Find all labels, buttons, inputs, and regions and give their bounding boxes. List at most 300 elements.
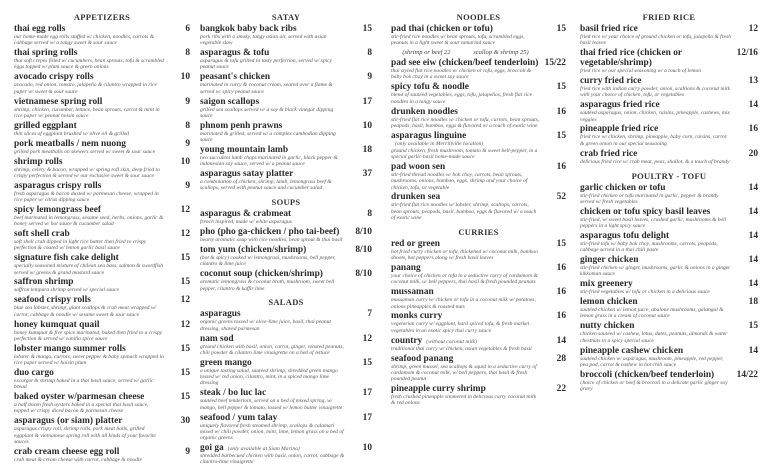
menu-item-description: stir-fried, w/ sweet basil leaves, crushed garlic, mushrooms & bell peppers in a light spicy sauce xyxy=(580,216,727,230)
menu-item-header xyxy=(580,48,732,68)
menu-item-header xyxy=(200,48,346,58)
menu-item-note: (without coconut milk) xyxy=(426,338,477,345)
menu-item-header xyxy=(391,192,540,202)
menu-item xyxy=(14,157,190,180)
menu-item-header xyxy=(14,447,164,457)
menu-item-description: mussaman curry w/ chicken or tofu in a coconut milk w/ potatoes, onions pineapples & roasted nuts xyxy=(391,297,536,310)
menu-item xyxy=(14,253,190,276)
menu-item-price: 15 xyxy=(180,392,190,403)
menu-item-price: 16 xyxy=(748,124,758,135)
menu-item-note: (only available in Merrillville location) xyxy=(395,140,484,147)
menu-item-name: steak / bo luc lac xyxy=(200,388,267,399)
menu-item-header xyxy=(200,97,346,107)
menu-item-name: peasant's chicken xyxy=(200,72,271,83)
menu-item xyxy=(580,149,758,165)
menu-item-price: 22 xyxy=(556,384,566,395)
menu-item xyxy=(580,370,758,393)
menu-item-header xyxy=(580,297,732,307)
menu-item-price: 9 xyxy=(185,446,190,457)
menu-item-name: basil fried rice xyxy=(580,24,638,34)
menu-item-header xyxy=(14,139,164,149)
menu-item-name: goi ga xyxy=(200,443,224,453)
menu-item xyxy=(580,255,758,278)
menu-item-price: 14 xyxy=(748,279,758,290)
menu-item xyxy=(391,107,566,130)
menu-item-price: 12/16 xyxy=(736,48,758,59)
menu-item-name: asparagus tofu delight xyxy=(580,230,670,241)
menu-item xyxy=(200,269,372,292)
menu-item-price: 14 xyxy=(748,100,758,111)
menu-item-header xyxy=(391,336,540,346)
menu-item xyxy=(200,145,372,168)
menu-item-price: 12 xyxy=(180,319,190,330)
menu-item-description: thin slices of eggplant brushed w/ olive oil & grilled xyxy=(14,130,130,137)
section-fried-rice xyxy=(580,12,758,167)
menu-item-description: grilled pork meatballs on skewers served w/ sweet & sour sauce xyxy=(14,148,156,155)
menu-item-description: stir-fried vegetables w/ tofu or chicken in a delicious sauce xyxy=(580,289,710,296)
menu-item-header xyxy=(391,24,540,34)
menu-item-description: aromatic lemongrass & coconut broth, mushroom, sweet bell pepper, cilantro & kaffir lime xyxy=(200,279,335,292)
menu-item-name: green mango xyxy=(200,357,252,368)
menu-item-header xyxy=(580,100,732,110)
menu-item-description: stir-fried rice noodles w/ bean sprouts, tofu, scrambled eggs, peanuts in a light sweet & sour tamarind sauce xyxy=(391,34,525,47)
column-fried-rice-poultry xyxy=(580,12,758,398)
menu-item-header xyxy=(14,368,164,378)
menu-item xyxy=(391,24,566,57)
menu-item-name: pineapple cashew chicken xyxy=(580,345,684,356)
menu-item-description: your choice of chicken or tofu in a seductive curry of cardamom & coconut milk, w/ bell peppers, thai basil & fresh pounded peanuts xyxy=(391,273,538,286)
menu-item xyxy=(200,245,372,268)
menu-item-header xyxy=(14,72,164,82)
menu-item-name: ginger chicken xyxy=(580,255,639,266)
menu-item xyxy=(580,48,758,74)
menu-item-description: hot fried curry chicken or tofu, thickened w/ coconut milk, bamboo shoots, hot peppers along w/ fresh basil leaves xyxy=(391,248,538,262)
menu-item-price: 15 xyxy=(556,24,566,34)
menu-item-name: spicy lemongrass beef xyxy=(14,204,101,215)
menu-item-header xyxy=(200,269,346,279)
menu-item-price: 12 xyxy=(362,333,372,344)
section-title: SATAY xyxy=(271,12,301,22)
menu-item-description: stir-fried flat rice noodles w/ lobster, shrimp, scallops, carrots, bean sprouts, peapods, basil, bamboo, eggs & flavored w/ a touch of exotic wine xyxy=(391,202,537,222)
menu-item xyxy=(200,48,372,71)
menu-item-header xyxy=(200,358,346,368)
menu-item xyxy=(391,131,566,161)
menu-item-name: pineapple curry shrimp xyxy=(391,384,486,395)
menu-item-name: asparagus xyxy=(200,309,241,320)
menu-item-header xyxy=(580,24,732,34)
section-title: NOODLES xyxy=(456,12,501,22)
menu-item-header xyxy=(14,205,164,215)
menu-item-header xyxy=(391,263,540,273)
menu-item-name: country xyxy=(391,335,423,346)
menu-item xyxy=(14,320,190,343)
menu-item xyxy=(580,207,758,230)
menu-item-price: 12 xyxy=(180,229,190,240)
menu-item-price: 13 xyxy=(748,76,758,87)
menu-item-description: ground chicken, fresh mushroom, tomato & sweet bell-pepper, in a special garlic-basil home-made sauce xyxy=(391,147,538,161)
menu-item-price: 12 xyxy=(180,204,190,215)
menu-item xyxy=(14,277,190,293)
menu-item-name: young mountain lamb xyxy=(200,144,289,155)
extra-option: scallop & shrimp 25) xyxy=(473,48,529,56)
menu-item-name: asparagus satay platter xyxy=(200,169,294,180)
menu-item xyxy=(580,297,758,320)
menu-item-price: 15/22 xyxy=(544,58,566,69)
menu-item-header xyxy=(391,354,540,364)
section-title: APPETIZERS xyxy=(73,12,131,22)
menu-item-description: organic greens tossed w/ olive-lime juice, basil, thai peanut dressing, shaved parmesan xyxy=(200,319,331,332)
menu-item xyxy=(200,169,372,192)
menu-item-description: avocado, red onion, tomato, jalapeño & cilantro wrapped in rice paper w/ sweet & sour sauce xyxy=(14,82,157,95)
section-soups xyxy=(200,197,372,293)
menu-item-name: nutty chicken xyxy=(580,321,635,332)
menu-item-description: shredded barbecued chicken with basil, onion, carrot, cabbage & cilantro-lime vinaigrette xyxy=(200,453,345,466)
menu-item xyxy=(14,181,190,204)
menu-item xyxy=(200,309,372,332)
menu-item-header xyxy=(200,443,346,453)
section-appetizers xyxy=(14,12,190,465)
menu-item-description: honey kumquat & five spice marinated, baked then fried to a crispy perfection & served w/ vanilla spice sauce xyxy=(14,329,163,342)
menu-item-name: duo cargo xyxy=(14,367,54,378)
menu-item-name: saffron shrimp xyxy=(14,277,74,288)
menu-item-description: (hot & spicy) cooked w/ lemongrass, mushrooms, bell pepper, cilantro & lime juice xyxy=(200,255,336,268)
menu-item xyxy=(14,447,190,463)
menu-item-name: bangkok baby back ribs xyxy=(200,24,297,34)
menu-item-price: 9 xyxy=(185,180,190,191)
menu-item-description: shrimp, chicken, cucumber, lettuce, bean sprouts, carrot & mint in rice paper w/ peanut hoisin sauce xyxy=(14,106,160,119)
menu-item-price: 8 xyxy=(185,120,190,131)
menu-item xyxy=(200,97,372,120)
menu-item-header xyxy=(200,388,346,398)
menu-item-name: saigon scallops xyxy=(200,96,260,107)
menu-item-price: 10 xyxy=(362,443,372,453)
menu-item-header xyxy=(14,392,164,402)
menu-item xyxy=(14,344,190,367)
menu-item-name: honey kumquat quail xyxy=(14,319,100,330)
menu-item-price: 17 xyxy=(362,412,372,423)
menu-item-description: fresh asparagus & bacon dusted w/ parmesan cheese, wrapped in rice paper w/ citrus dipping sauce xyxy=(14,190,159,204)
menu-item-price: 8 xyxy=(185,48,190,59)
menu-item-description: lobster & mango, carrots, sweet pepper & baby spinach wrapped in rice paper served w/ hoisin plum xyxy=(14,353,164,367)
menu-item xyxy=(14,97,190,120)
menu-item-header xyxy=(391,58,540,68)
menu-item-header xyxy=(14,181,164,191)
menu-item-extra-options xyxy=(391,48,540,57)
menu-item-header xyxy=(14,24,164,34)
menu-item-name: thai spring rolls xyxy=(14,48,78,59)
section-curries xyxy=(391,227,566,408)
menu-item-header xyxy=(391,311,540,321)
menu-item-description: stir-fried thread noodles w/ bok choy, carrots, bean sprouts, mushrooms, onions, bamboo, eggs, shrimp and your choice of chicken, tofu, or vegetable xyxy=(391,171,528,191)
menu-item-name: pho (pho ga-chicken / pho tai-beef) xyxy=(200,227,340,238)
menu-item-price: 14/22 xyxy=(736,369,758,380)
menu-item xyxy=(580,76,758,99)
menu-item-price: 20 xyxy=(748,148,758,159)
menu-item-price: 14 xyxy=(748,182,758,193)
menu-item-name: mussaman xyxy=(391,287,434,298)
menu-item-price: 14 xyxy=(556,335,566,346)
menu-item xyxy=(391,311,566,334)
menu-item-description: delicious fried rice w/ crab meat, peas, shallot, & a touch of brandy xyxy=(580,158,730,165)
menu-item-description: stir-fried flat rice noodles w/ chicken or tofu, carrots, bean sprouts, peapods, basil, bamboo, eggs & flavored w/ a touch of exotic wine xyxy=(391,116,540,129)
menu-item-header xyxy=(580,346,732,356)
menu-item-description: fresh crushed pineapple simmered in delicious curry coconut milk & red onions xyxy=(391,394,537,407)
section-title: SALADS xyxy=(268,297,304,308)
menu-item-header xyxy=(14,277,164,287)
menu-item-price: 10 xyxy=(362,120,372,131)
menu-item-header xyxy=(200,72,346,82)
menu-item-description: a half dozen fresh oysters baked in a special thai basil sauce, topped w/ crispy diced bacon & parmesan cheese xyxy=(14,402,149,415)
menu-item xyxy=(14,121,190,137)
menu-item-name: asparagus (or siam) platter xyxy=(14,416,123,427)
menu-item xyxy=(580,24,758,47)
menu-item-header xyxy=(14,295,164,305)
menu-item-price: 12 xyxy=(748,24,758,34)
menu-item-header xyxy=(391,162,540,172)
menu-item xyxy=(580,231,758,254)
menu-item-name: panang xyxy=(391,263,421,274)
menu-item-description: thai soft crepes filled w/ cucumbers, bean sprouts, tofu & scrambled eggs topped w/ plum sauce & green onions xyxy=(14,58,164,71)
menu-item-name: phnom penh prawns xyxy=(200,120,283,131)
menu-item-price: 12 xyxy=(180,295,190,306)
menu-item-price: 17 xyxy=(362,388,372,399)
menu-item xyxy=(14,416,190,445)
menu-item-header xyxy=(391,384,540,394)
menu-item xyxy=(14,229,190,252)
menu-item-header xyxy=(580,207,732,217)
menu-item-description: shrimp, celery & bacon, wrapped w/ spring roll skin, deep fried to crispy perfection & served w/ our exclusive sweet & sour sauce xyxy=(14,166,160,179)
menu-item-name: monks curry xyxy=(391,311,443,322)
menu-item-price: 15 xyxy=(180,253,190,264)
menu-item-description: choice of chicken or beef & broccoli in a delicate garlic ginger soy gravy xyxy=(580,379,728,393)
menu-item-name: garlic chicken or tofu xyxy=(580,182,666,193)
menu-item-description: pork ribs with a smoky, tangy asian air, served with asian vegetable slaw xyxy=(200,34,327,47)
menu-item-price: 30 xyxy=(180,416,190,427)
menu-item-description: grilled sea scallops served w/ a soy & black vinegar dipping sauce xyxy=(200,106,334,119)
menu-item-header xyxy=(200,227,346,237)
menu-item-header xyxy=(200,209,346,219)
menu-item xyxy=(391,82,566,105)
menu-item-name: pineapple fried rice xyxy=(580,124,659,135)
menu-item-description: blue sea lobster, shrimp, giant scallops & crab meat wrapped w/ carrot, cabbage & noodle w/ sesame sweet & sour sauce xyxy=(14,305,157,318)
menu-item-name: crab cream cheese egg roll xyxy=(14,446,120,457)
menu-item-header xyxy=(14,416,164,426)
menu-item-description: fried rice w/ our special seasoning w/ a touch of lemon xyxy=(580,68,701,75)
menu-item xyxy=(200,388,372,411)
menu-item-price: 14 xyxy=(748,345,758,356)
menu-item-description: our home-made egg rolls stuffed w/ chicken, noodles, carrots & cabbage served w/ a tangy sweet & sour sauce xyxy=(14,34,154,47)
menu-item-description: a unique tasting salad, sautéed shrimp, shredded green mango tossed w/ red onion, cilantro, mint, in a spiced mango lime dressing xyxy=(200,367,338,387)
menu-item-price: 17 xyxy=(362,96,372,107)
menu-item-price: 15 xyxy=(556,130,566,141)
menu-item-price: 9 xyxy=(367,72,372,83)
menu-item-name: seafood panang xyxy=(391,353,454,364)
menu-item-header xyxy=(200,169,346,179)
menu-item-price: 6 xyxy=(185,24,190,34)
menu-item-description: saffron tempura shrimp served w/ special sauce xyxy=(14,287,119,294)
menu-item-name: baked oyster w/parmesan cheese xyxy=(14,392,145,403)
menu-item-name: curry fried rice xyxy=(580,76,642,87)
menu-item xyxy=(391,384,566,407)
menu-item-price: 16 xyxy=(556,263,566,274)
menu-item-price: 14 xyxy=(748,206,758,217)
menu-item-description: sautéed asparagus, onion, chicken, raisins, pineapple, cashews, mix veggies xyxy=(580,110,730,123)
column-noodles-curries xyxy=(391,12,566,412)
menu-item-price: 7 xyxy=(367,309,372,320)
menu-item xyxy=(391,263,566,286)
menu-item-description: stir-fried chicken or tofu marinated in garlic, pepper & brandy served w/ fresh vegetables xyxy=(580,192,719,205)
menu-item-description: vegetarian curry w/ eggplant, hard spiced tofu, & fresh market vegetables in an exotic spicy thai curry sauce xyxy=(391,321,530,334)
menu-item-name: mix greenery xyxy=(580,279,633,290)
menu-item-name: drunken noodles xyxy=(391,106,458,117)
menu-item xyxy=(580,321,758,344)
menu-item-price: 15 xyxy=(180,343,190,354)
menu-item xyxy=(14,368,190,391)
menu-item-description: fried rice w/ your choice of ground chicken or tofu, jalapeño & fresh basil leaves xyxy=(580,34,731,47)
menu-item-header xyxy=(391,131,540,148)
menu-item xyxy=(14,205,190,228)
menu-item-header xyxy=(14,320,164,330)
menu-item-description: marinated & grilled, served w/ a complex cambodian dipping sauce xyxy=(200,130,336,144)
menu-item-description: asparagus crispy roll, shrimp rolls, pork meat balls, grilled eggplant & vietnamese spring roll with all kinds of your favorite sauces xyxy=(14,426,156,445)
menu-item-description: shrimp, green mussel, sea scallops & squid in a seductive curry of cardamom & coconut milk, w/ bell peppers, thai basil & fresh pounded peanut xyxy=(391,363,537,383)
menu-item-name: spicy tofu & noodle xyxy=(391,82,469,93)
menu-item-name: red or green xyxy=(391,238,440,249)
section-poultry-tofu xyxy=(580,171,758,394)
menu-item-header xyxy=(200,413,346,423)
menu-item-price: 37 xyxy=(362,169,372,180)
menu-item-description: french inspired, made w/ white asparagus xyxy=(200,219,292,226)
menu-item-header xyxy=(580,255,732,265)
menu-item-header xyxy=(200,245,346,255)
menu-item xyxy=(200,24,372,47)
menu-item xyxy=(391,287,566,310)
menu-item xyxy=(391,58,566,81)
menu-item-name: broccoli (chicken/beef tenderloin) xyxy=(580,369,715,380)
menu-item-name: chicken or tofu spicy basil leaves xyxy=(580,206,711,217)
menu-item xyxy=(14,392,190,415)
section-title: FRIED RICE xyxy=(642,12,696,22)
menu-item-price: 52 xyxy=(556,192,566,203)
menu-item-header xyxy=(14,229,164,239)
section-satay xyxy=(200,12,372,193)
menu-item xyxy=(580,100,758,123)
menu-item-price: 15 xyxy=(362,357,372,368)
menu-item-header xyxy=(580,279,732,289)
menu-item-name: thai egg rolls xyxy=(14,24,66,34)
menu-item-name: pad thai (chicken or tofu) xyxy=(391,24,493,34)
menu-item-description: sautéed beef tenderloin, served on a bed of mixed spring, w/ mango, bell pepper & tomato, tossed w/ lemon butter vinaigrette xyxy=(200,398,343,411)
section-salads xyxy=(200,297,372,467)
menu-item-price: 16 xyxy=(556,311,566,322)
menu-item-name: seafood / yum talay xyxy=(200,412,278,423)
menu-item-name: asparagus linguine xyxy=(391,130,467,141)
section-title: CURRIES xyxy=(458,226,499,237)
menu-item-price: 8 xyxy=(367,209,372,220)
menu-item xyxy=(200,121,372,144)
menu-item-description: beef marinated in lemongrass, sesame seed, herbs, onions, garlic & honey served w/ hot sauce & cucumber salad xyxy=(14,214,164,228)
menu-item-name: coconut soup (chicken/shrimp) xyxy=(200,269,323,280)
menu-item xyxy=(14,24,190,47)
menu-item-name: signature fish cake delight xyxy=(14,253,119,264)
menu-item xyxy=(200,413,372,442)
menu-item-name: lemon chicken xyxy=(580,297,638,308)
menu-item-price: 10 xyxy=(180,72,190,83)
menu-item xyxy=(580,279,758,295)
menu-item-header xyxy=(14,121,164,131)
menu-item-header xyxy=(200,309,346,319)
menu-item xyxy=(391,162,566,191)
menu-item-description: sautéed chicken w/ asparagus, mushroom, pineapple, red pepper, pea pod, carrot & cashew in hot chili sauce xyxy=(580,355,724,368)
menu-item-name: asparagus & tofu xyxy=(200,48,270,59)
menu-item-price: 16 xyxy=(556,287,566,298)
menu-item-description: a combination of chicken, shrimp, lamb, lemongrass beef & scallops, served with peanut sauce and cucumber salad xyxy=(200,179,332,192)
menu-item-price: 14 xyxy=(748,255,758,266)
menu-item xyxy=(580,124,758,147)
menu-item-header xyxy=(391,287,540,297)
menu-item-name: pad woon sen xyxy=(391,161,446,172)
menu-item-description: ground chicken with basil, onion, carrot, ginger, roasted peanuts, chili powder & cilantro lime vinaigrette on a bed of lettuce xyxy=(200,343,344,356)
menu-item-name: pad see eiw (chicken/beef tenderloin) xyxy=(391,58,539,69)
menu-item-header xyxy=(14,253,164,263)
menu-item-header xyxy=(200,121,346,131)
menu-item xyxy=(200,209,372,225)
menu-item xyxy=(391,192,566,221)
menu-item-header xyxy=(14,97,164,107)
menu-item-name: tom yum (chicken/shrimp) xyxy=(200,245,307,256)
menu-item-name: crab fried rice xyxy=(580,148,638,159)
menu-item xyxy=(14,139,190,155)
menu-item xyxy=(200,227,372,243)
menu-item-header xyxy=(580,231,732,241)
menu-item-price: 15 xyxy=(556,82,566,93)
menu-item-header xyxy=(200,334,346,344)
menu-item-description: marinated in curry & coconut cream, seared over a flame & served w/ spicy peanut sauce xyxy=(200,82,333,95)
menu-item-description: chicken sautéed w/ cashew, lotus, dates, peanuts, almonds & water chestnuts in a spicy special sauce xyxy=(580,331,728,344)
menu-item-price: 16 xyxy=(556,161,566,172)
menu-item-name: vietnamese spring roll xyxy=(14,96,103,107)
menu-item xyxy=(391,336,566,352)
menu-item-header xyxy=(14,48,164,58)
menu-item-name: drunken sea xyxy=(391,192,441,203)
menu-item-header xyxy=(391,82,540,92)
menu-item-header xyxy=(14,344,164,354)
menu-item-name: seafood crispy rolls xyxy=(14,295,91,306)
menu-item xyxy=(14,48,190,71)
menu-item-price: 28 xyxy=(556,353,566,364)
menu-item-price: 15 xyxy=(556,238,566,249)
menu-item-description: blend of sautéed vegetables, eggs, tofu, jalapeños, fresh flat rice noodles in a tangy sauce xyxy=(391,92,533,105)
menu-item-price: 8 xyxy=(367,48,372,59)
menu-item-header xyxy=(391,107,540,117)
menu-item-name: lobster mango summer rolls xyxy=(14,343,126,354)
menu-item-description: uniquely flavored fresh steamed shrimp, scallops & calamari mixed w/ chili powder, onion, mint, lime, lemon grass on a bed of organic greens xyxy=(200,422,344,442)
menu-item-name: thai fried rice (chicken or vegetable/shrimp) xyxy=(580,48,682,69)
menu-item-price: 15 xyxy=(748,321,758,332)
menu-item-description: escargot & shrimp baked in a thai basil sauce, served w/ garlic bread xyxy=(14,377,154,391)
menu-item-header xyxy=(14,157,164,167)
menu-item-name: shrimp rolls xyxy=(14,156,63,167)
menu-item-header xyxy=(580,321,732,331)
menu-item xyxy=(391,239,566,262)
menu-item-description: stir-fried tofu w/ baby bok choy, mushrooms, carrots, peapods, cabbage served in a thai chili paste xyxy=(580,240,718,254)
menu-item-description: hearty aromatic soup with rice noodles, bean sprout & thai basil xyxy=(200,237,343,244)
menu-item-description: soft shell crab dipped in light rice batter then fried to crispy perfection & coated w/ lemon garlic basil sauce xyxy=(14,239,147,252)
menu-item-header xyxy=(391,239,540,249)
menu-item-name: pork meatballs / nem nuong xyxy=(14,138,126,149)
menu-item-header xyxy=(580,149,732,159)
menu-item-note: (only available at Siam Marina) xyxy=(227,446,300,452)
